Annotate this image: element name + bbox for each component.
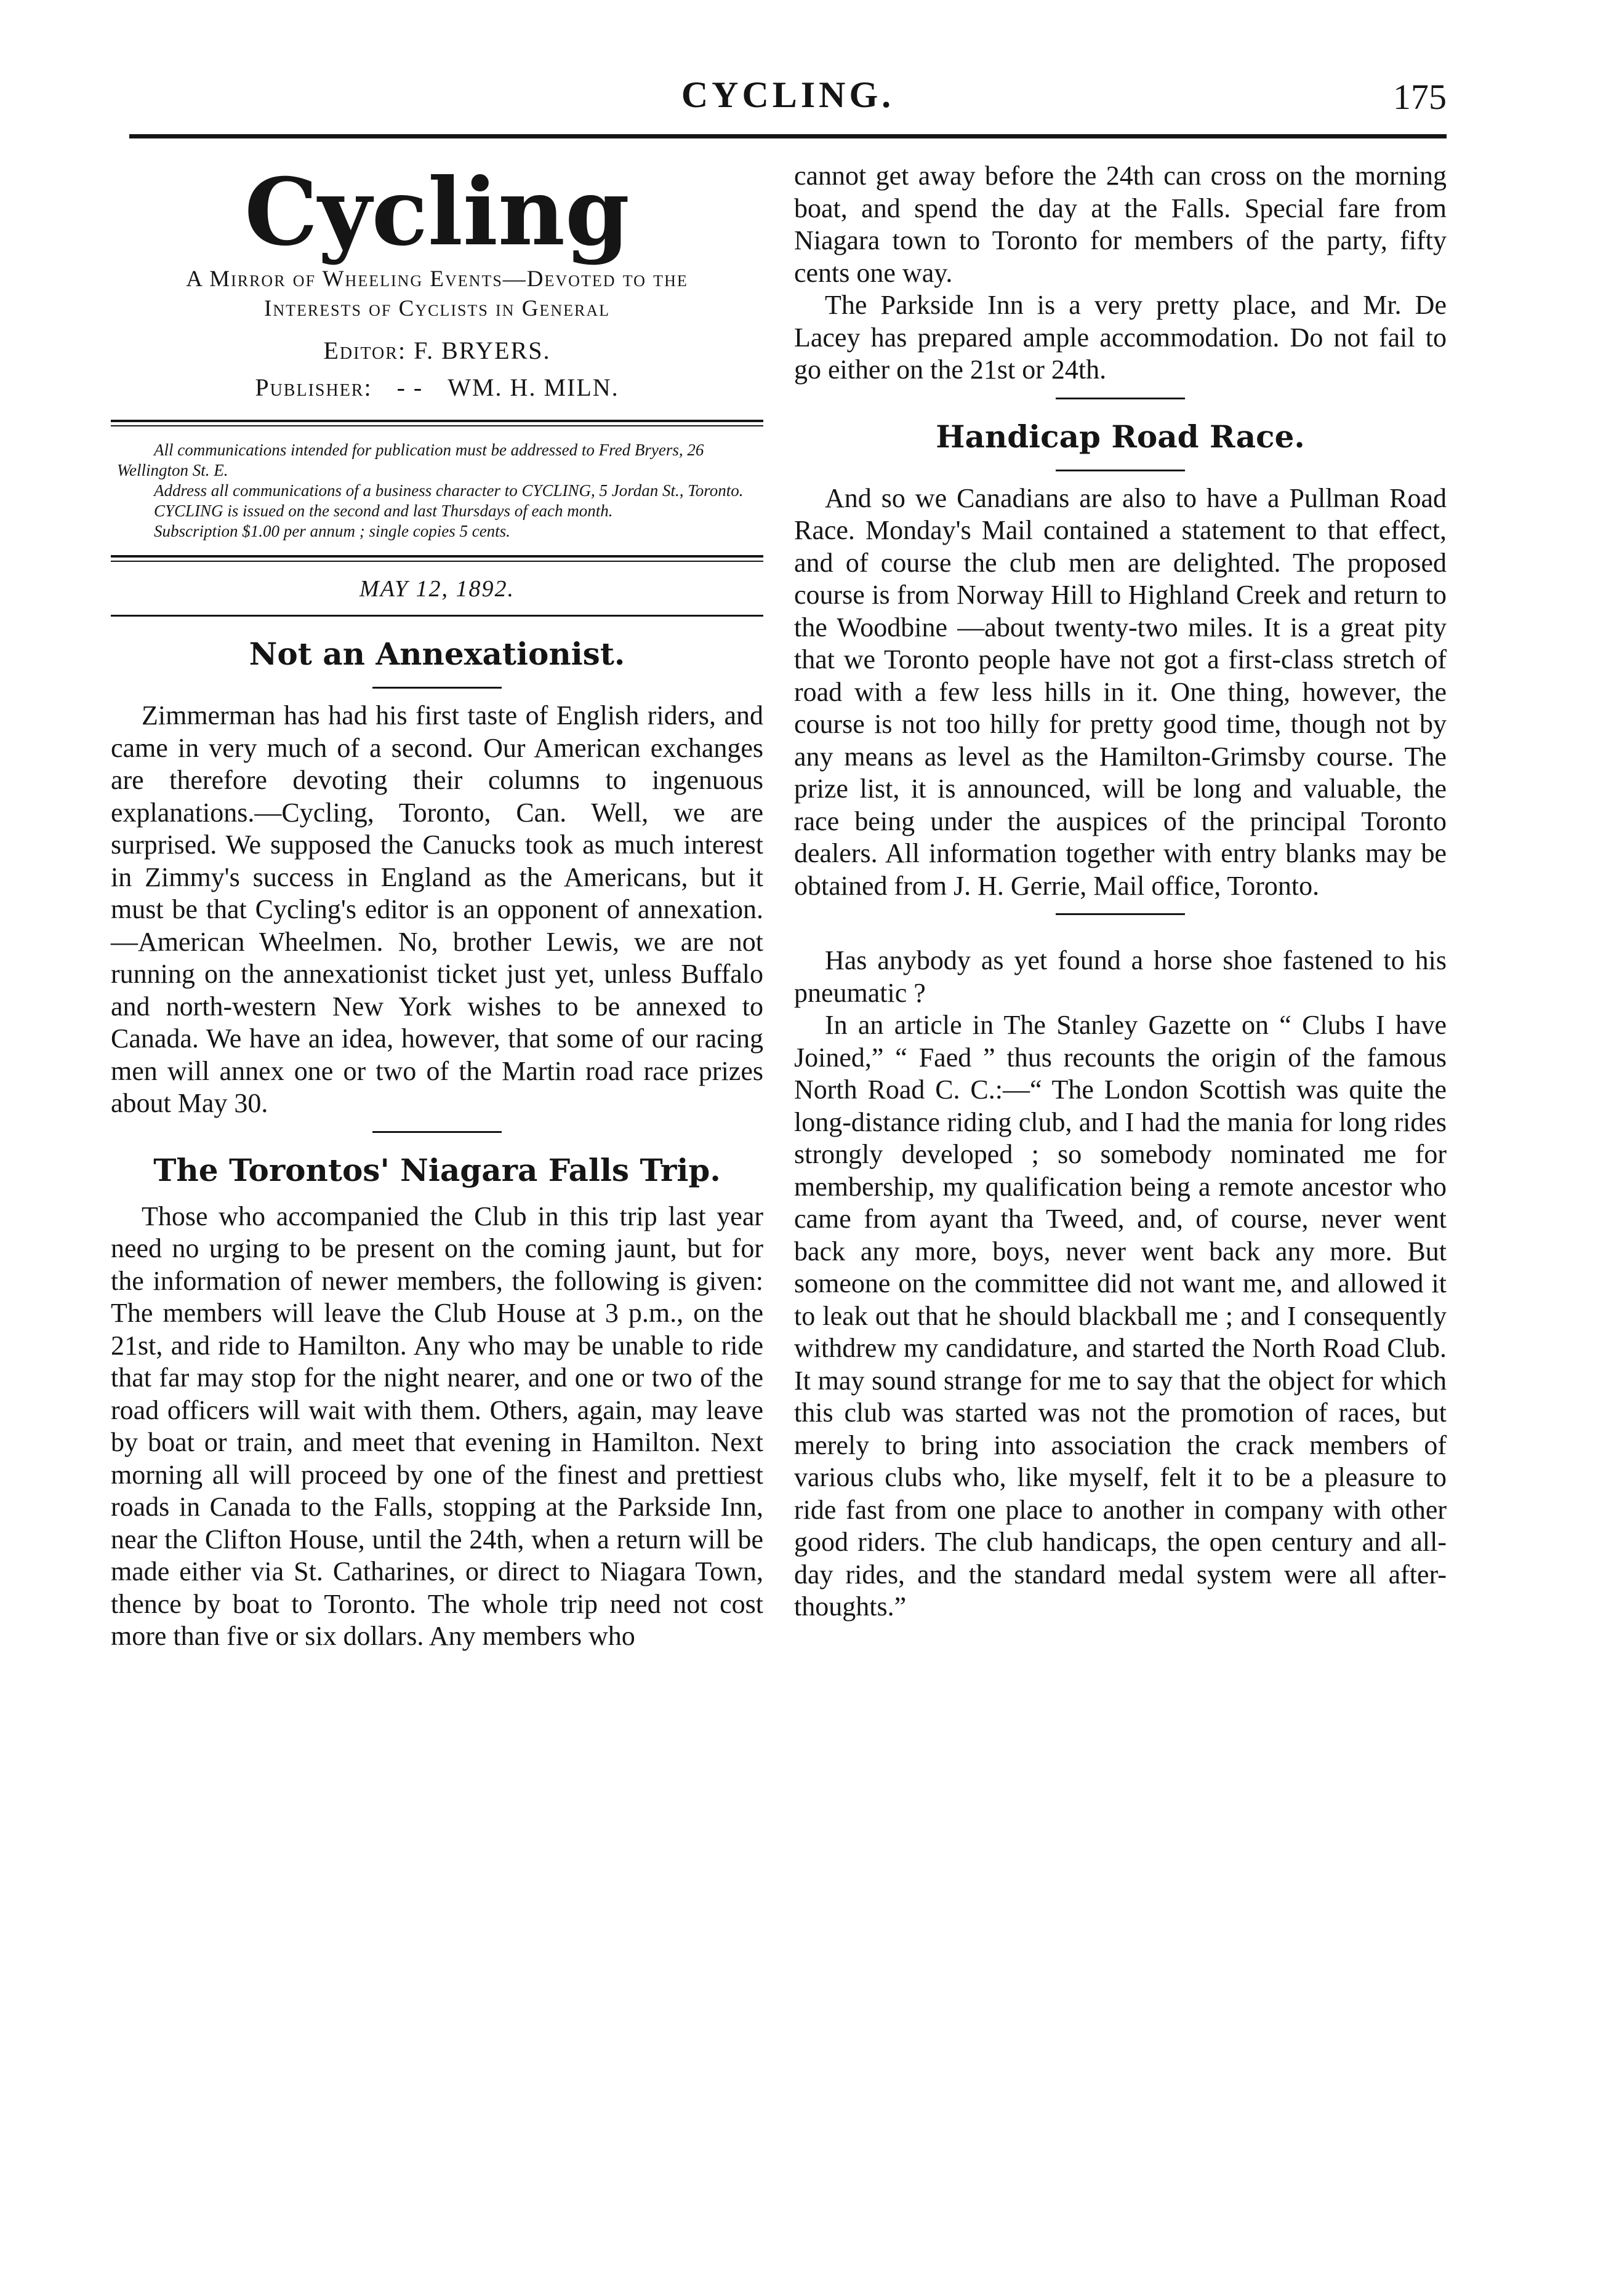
headline-annexationist: Not an Annexationist. <box>249 636 625 672</box>
notice-rule <box>111 555 763 562</box>
headline-rule <box>372 687 502 689</box>
spacer <box>794 926 1447 945</box>
running-head <box>129 74 1447 142</box>
notice-line: Subscription $1.00 per annum ; single copies 5 cents. <box>154 522 510 540</box>
section-rule <box>372 1131 502 1133</box>
notice-line: Address all communications of a business character to CYCLING, 5 Jordan St., Toronto. <box>154 481 744 500</box>
head-rule <box>129 134 1447 138</box>
masthead-rule <box>111 420 763 426</box>
masthead-subtitle: A Mirror of Wheeling Events—Devoted to the Interests of Cyclists in General <box>186 266 688 321</box>
notice-line: CYCLING is issued on the second and last Thursdays of each month. <box>154 502 613 520</box>
article-paragraph: The Parkside Inn is a very pretty place, and Mr. De Lacey has prepared ample accommodation. Do not fail to go either on the 21st or 24th. <box>794 290 1447 385</box>
article-paragraph: Zimmerman has had his first taste of English riders, and came in very much of a second. Our American exchanges are therefore devoting their columns to ingenuous explanations.—Cycling, Toronto, Can. Well, we are surprised. We supposed the Canucks took as much interest in Zimmy's success in England as the Americans, but it must be that Cycling's editor is an opponent of annexation.—American Wheelmen. No, brother Lewis, we are not running on the annexationist ticket just yet, unless Buffalo and north-western New York wishes to be annexed to Canada. We have an idea, however, that some of our racing men will annex one or two of the Martin road race prizes about May 30. <box>111 700 763 1118</box>
article-paragraph: And so we Canadians are also to have a Pullman Road Race. Monday's Mail contained a statement to that effect, and of course the club men are delighted. The proposed course is from Norway Hill to Highland Creek and return to the Woodbine —about twenty-two miles. It is a great pity that we Toronto people have not got a first-class stretch of road with a few less hills in it. One thing, however, the course is not too hilly for pretty good time, though not by any means as level as the Hamilton-Grimsby course. The prize list, it is announced, will be long and valuable, the race being under the auspices of the principal Toronto dealers. All information together with entry blanks may be obtained from J. H. Gerrie, Mail office, Toronto. <box>794 482 1447 901</box>
article-paragraph: In an article in The Stanley Gazette on “ Clubs I have Joined,” “ Faed ” thus recounts the origin of the famous North Road C. C.:—“ The London Scottish was quite the long-distance riding club, and I had the mania for long rides strongly developed ; so somebody nominated me for membership, my qualification being a remote ancestor who came from ayant tha Tweed, and, of course, never went back any more, boys, never went back any more. But someone on the committee did not want me, and allowed it to leak out that he should blackball me ; and I consequently withdrew my candidature, and started the North Road Club. It may sound strange for me to say that the object for which this club was started was not the promotion of races, but merely to bring into association the crack members of various clubs who, like myself, felt it to be a pleasure to ride fast from one place to another in company with other good riders. The club handicaps, the open century and all-day rides, and the standard medal system were all after-thoughts.” <box>794 1010 1447 1622</box>
publisher-label: Publisher: <box>255 374 372 401</box>
masthead-publisher <box>111 369 763 406</box>
publication-notice <box>117 440 757 542</box>
headline-handicap: Handicap Road Race. <box>936 418 1305 455</box>
page-number: 175 <box>1393 77 1447 117</box>
left-column <box>111 160 763 1653</box>
article-paragraph: Has anybody as yet found a horse shoe fastened to his pneumatic ? <box>794 945 1447 1008</box>
masthead-editor: Editor: F. BRYERS. <box>323 337 551 364</box>
masthead-title: Cycling <box>244 158 630 266</box>
date-rule <box>111 615 763 617</box>
article-paragraph: Those who accompanied the Club in this trip last year need no urging to be present on the coming jaunt, but for the information of newer members, the following is given: The members will leave the Club House at 3 p.m., on the 21st, and ride to Hamilton. Any who may be unable to ride that far may stop for the night nearer, and one or two of the road officers will wait with them. Others, again, may leave by boat or train, and meet that evening in Hamilton. Next morning all will proceed by one of the finest and prettiest roads in Canada to the Falls, stopping at the Parkside Inn, near the Clifton House, until the 24th, when a return will be made either via St. Catharines, or direct to Niagara Town, thence by boat to Toronto. The whole trip need not cost more than five or six dollars. Any members who <box>111 1201 763 1651</box>
headline-niagara: The Torontos' Niagara Falls Trip. <box>153 1151 721 1188</box>
article-paragraph: cannot get away before the 24th can cross on the morning boat, and spend the day at the Falls. Special fare from Niagara town to Toronto for members of the party, fifty cents one way. <box>794 161 1447 288</box>
running-title: CYCLING. <box>681 74 895 115</box>
publisher-name: WM. H. MILN. <box>448 374 619 401</box>
section-rule <box>1056 398 1185 399</box>
section-rule <box>1056 913 1185 915</box>
issue-date: MAY 12, 1892. <box>359 576 515 602</box>
notice-line: All communications intended for publication must be addressed to Fred Bryers, 26 Wellington St. E. <box>117 441 704 479</box>
right-column <box>794 160 1447 1623</box>
publisher-dashes: - - <box>396 374 424 401</box>
headline-rule <box>1056 470 1185 471</box>
